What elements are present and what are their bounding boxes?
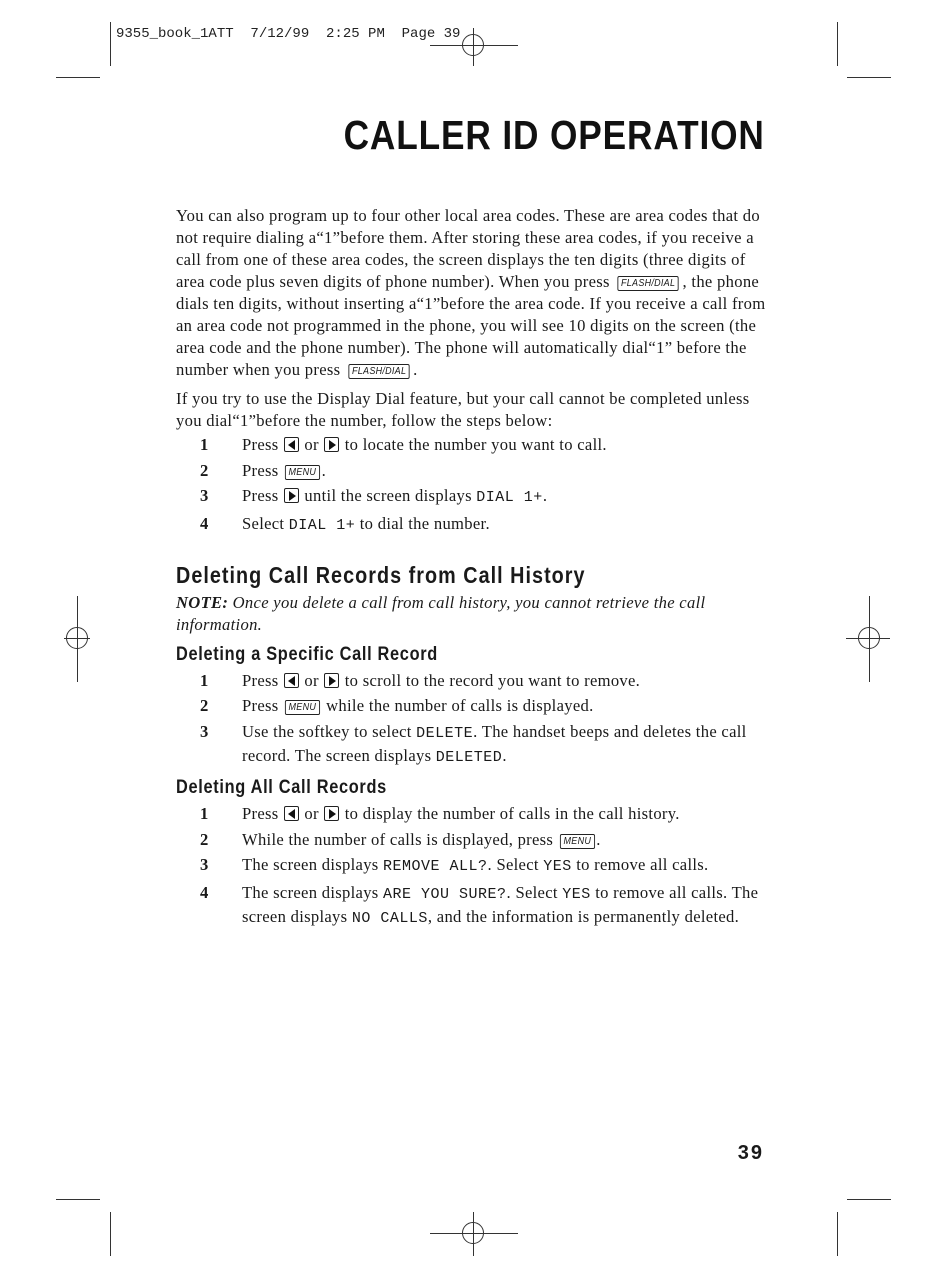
- right-arrow-key-icon: [324, 437, 339, 452]
- page-number: 39: [737, 1142, 764, 1164]
- list-item: 1 Press or to locate the number you want to call.: [200, 435, 607, 454]
- left-arrow-key-icon: [284, 806, 299, 821]
- flash-dial-key-icon: FLASH/DIAL: [618, 276, 679, 291]
- main-content: [176, 205, 770, 933]
- list-item: 4 Select DIAL 1+ to dial the number.: [200, 513, 490, 534]
- list-item: 1 Press or to scroll to the record you want to remove.: [200, 670, 641, 690]
- display-dial-steps: [176, 434, 770, 537]
- left-arrow-key-icon: [284, 673, 299, 688]
- section-heading-deleting-call-records: Deleting Call Records from Call History: [176, 561, 586, 588]
- list-item: 3 The screen displays REMOVE ALL?. Select YES to remove all calls.: [200, 855, 709, 876]
- menu-key-icon: MENU: [285, 465, 320, 480]
- subheading-specific-record: Deleting a Specific Call Record: [176, 643, 438, 665]
- delete-all-steps: [176, 803, 770, 930]
- intro-paragraph-1: You can also program up to four other local area codes. These are area codes that do not require dialing a“1”before them. After storing these area codes, if you receive a call from one of these area codes, the screen displays the ten digits (three digits of area code plus seven digits of phone number). When you press FLASH/DIAL , the phone dials ten digits, without inserting a“1”before the area code. If you receive a call from an area code not programmed in the phone, you will see 10 digits on the screen (the area code and the phone number). The phone will automatically dial“1” before the number when you press FLASH/DIAL .: [176, 206, 766, 379]
- page-title: CALLER ID OPERATION: [343, 112, 765, 158]
- left-arrow-key-icon: [284, 437, 299, 452]
- delete-specific-steps: [176, 670, 770, 769]
- print-slug: 9355_book_1ATT 7/12/99 2:25 PM Page 39: [116, 26, 461, 42]
- list-item: 2 While the number of calls is displayed, press MENU .: [200, 829, 601, 849]
- menu-key-icon: MENU: [285, 700, 320, 715]
- list-item: 2 Press MENU .: [200, 460, 327, 480]
- note: NOTE: Once you delete a call from call history, you cannot retrieve the call information.: [176, 592, 706, 634]
- right-arrow-key-icon: [324, 806, 339, 821]
- intro-paragraph-2: If you try to use the Display Dial feature, but your call cannot be completed unless you dial“1”before the number, follow the steps below:: [176, 389, 750, 430]
- right-arrow-key-icon: [284, 488, 299, 503]
- list-item: 2 Press MENU while the number of calls is displayed.: [200, 696, 594, 716]
- menu-key-icon: MENU: [560, 834, 595, 849]
- subheading-all-records: Deleting All Call Records: [176, 776, 387, 798]
- list-item: 3 Use the softkey to select DELETE. The handset beeps and deletes the call record. The screen displays DELETED.: [200, 721, 747, 766]
- right-arrow-key-icon: [324, 673, 339, 688]
- list-item: 1 Press or to display the number of calls in the call history.: [200, 803, 680, 823]
- list-item: 4 The screen displays ARE YOU SURE?. Select YES to remove all calls. The screen displays NO CALLS, and the information is permanently deleted.: [200, 882, 759, 927]
- list-item: 3 Press until the screen displays DIAL 1+.: [200, 486, 548, 507]
- flash-dial-key-icon: FLASH/DIAL: [348, 364, 409, 379]
